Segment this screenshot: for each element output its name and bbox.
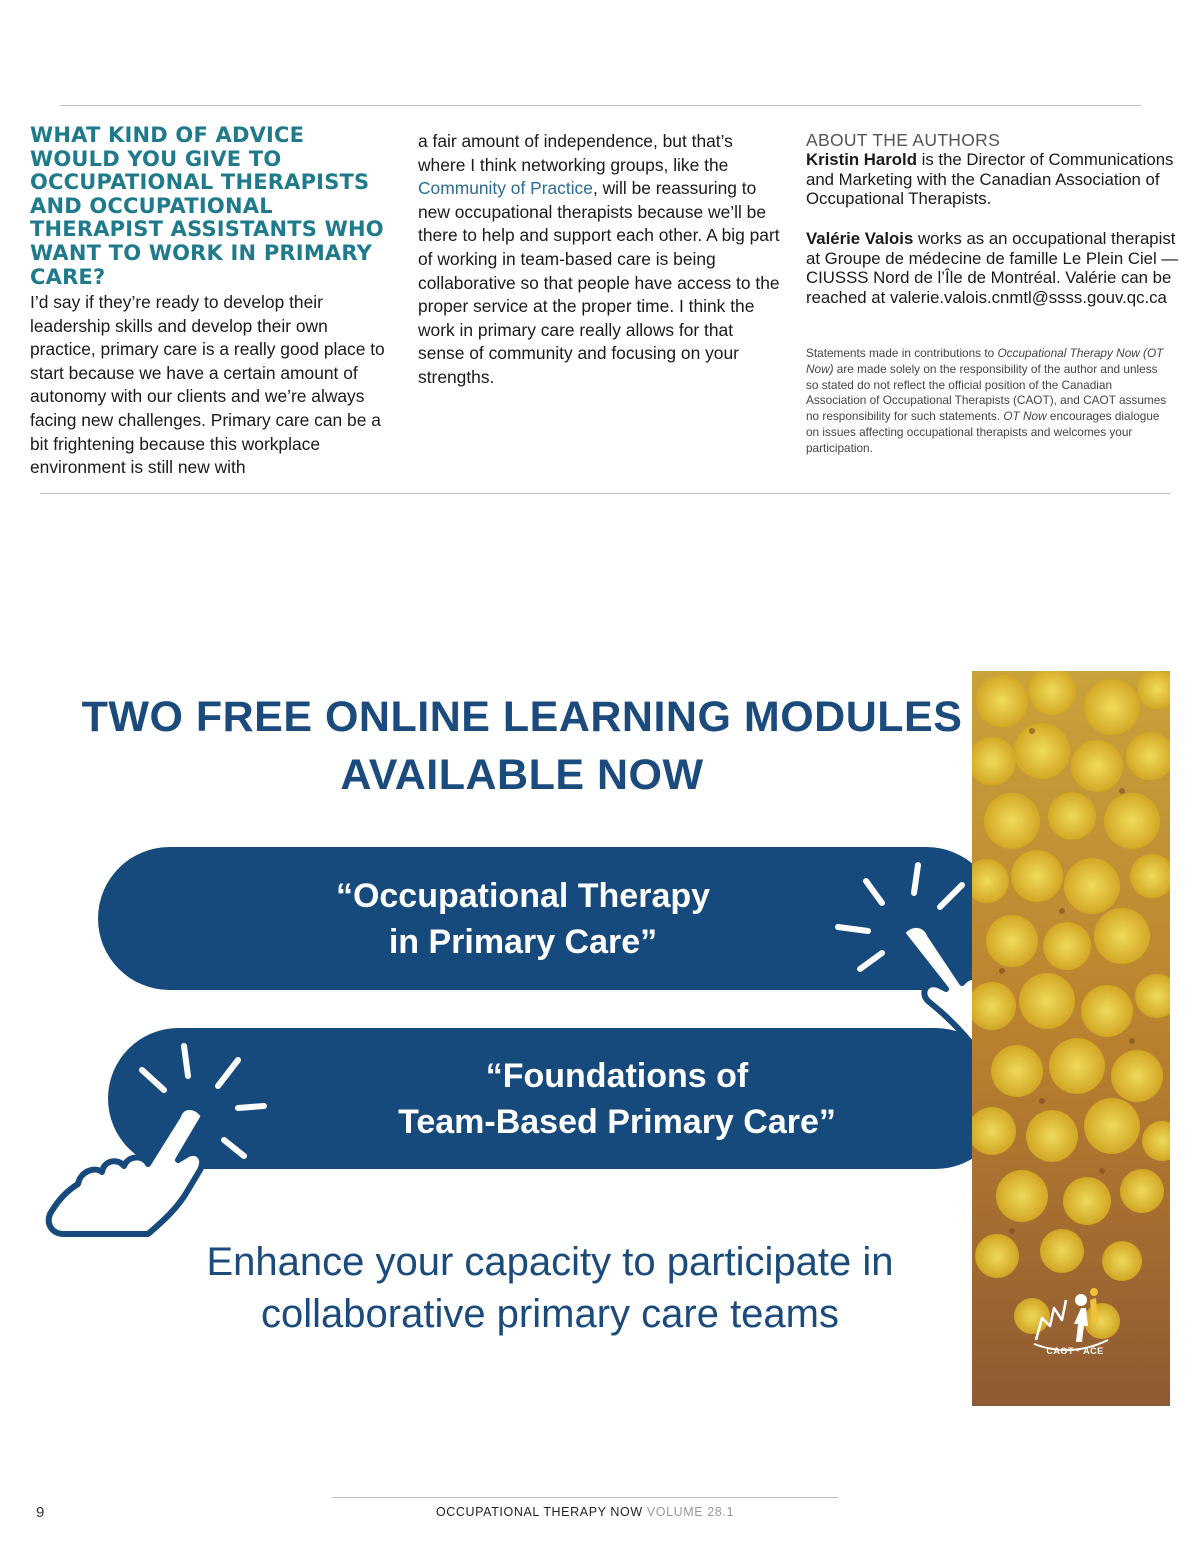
answer-text-column-2 (418, 130, 783, 390)
about-authors-heading: ABOUT THE AUTHORS (806, 130, 1001, 150)
disclaimer-emphasis: OT Now (1003, 409, 1047, 424)
disclaimer-part: are made solely on the responsibility of the author and unless so stated do not reflect the official position of the Canadian Association of Occupational Therapists (CAOT), and CAOT assumes no responsibility for such statements. (806, 361, 1167, 424)
author-bio-text: works as an occupational therapist at Groupe de médecine de famille Le Plein Ciel — CIUSSS Nord de l’Île de Montréal. Valérie can be reached at valerie.valois.cnmtl@ssss.gouv.qc.ca (806, 229, 1179, 307)
volume-label: VOLUME 28.1 (642, 1505, 735, 1519)
page-number: 9 (36, 1504, 45, 1521)
author-name: Valérie Valois (806, 229, 914, 248)
author-bio-valerie (806, 229, 1181, 307)
answer-text-column-1: I’d say if they’re ready to develop their leadership skills and develop their own practice, primary care is a really good place to start because we have a certain amount of autonomy with our clients and we’re always facing new challenges. Primary care can be a bit frightening because this workplace environment is still new with (30, 292, 385, 478)
disclaimer-emphasis: Occupational Therapy Now (OT Now) (806, 346, 1164, 376)
tagline-line: collaborative primary care teams (261, 1292, 839, 1336)
caot-logo-label: CAOT · ACE (1046, 1346, 1104, 1356)
publication-footer (330, 1505, 840, 1519)
publication-name: OCCUPATIONAL THERAPY NOW (435, 1505, 643, 1519)
module-title: “Foundations of Team-Based Primary Care” (398, 1056, 836, 1141)
ad-title-line: AVAILABLE NOW (340, 751, 704, 799)
ad-title-line: TWO FREE ONLINE LEARNING MODULES (81, 693, 963, 741)
question-heading: WHAT KIND OF ADVICE WOULD YOU GIVE TO OCCUPATIONAL THERAPISTS AND OCCUPATIONAL THERAPIST ASSISTANTS WHO WANT TO WORK IN PRIMARY CARE? (30, 123, 384, 289)
author-bio-text: is the Director of Communications and Marketing with the Canadian Association of Occupational Therapists. (806, 150, 1174, 209)
ad-title (72, 688, 972, 804)
footer-rule (332, 1497, 838, 1498)
ad-tagline (150, 1236, 950, 1340)
community-of-practice-link[interactable]: Community of Practice (418, 178, 593, 199)
disclaimer-part: encourages dialogue on issues affecting occupational therapists and welcomes your participation. (806, 409, 1160, 455)
answer-text-part: a fair amount of independence, but that’s where I think networking groups, like the (418, 131, 733, 175)
section-rule (40, 493, 1170, 494)
module-title: “Occupational Therapy in Primary Care” (335, 876, 711, 961)
click-hand-icon (28, 1038, 278, 1238)
tagline-line: Enhance your capacity to participate in (206, 1240, 894, 1284)
top-rule (60, 105, 1141, 106)
author-bio-kristin (806, 150, 1181, 209)
answer-text-part: , will be reassuring to new occupational therapists because we’ll be there to help and support each other. A big part of working in team-based care is being collaborative so that people have access to the proper service at the proper time. I think the work in primary care really allows for that sense of community and focusing on your strengths. (418, 178, 780, 387)
disclaimer-text (806, 346, 1171, 457)
author-name: Kristin Harold (806, 150, 917, 169)
disclaimer-part: Statements made in contributions to (806, 346, 998, 360)
